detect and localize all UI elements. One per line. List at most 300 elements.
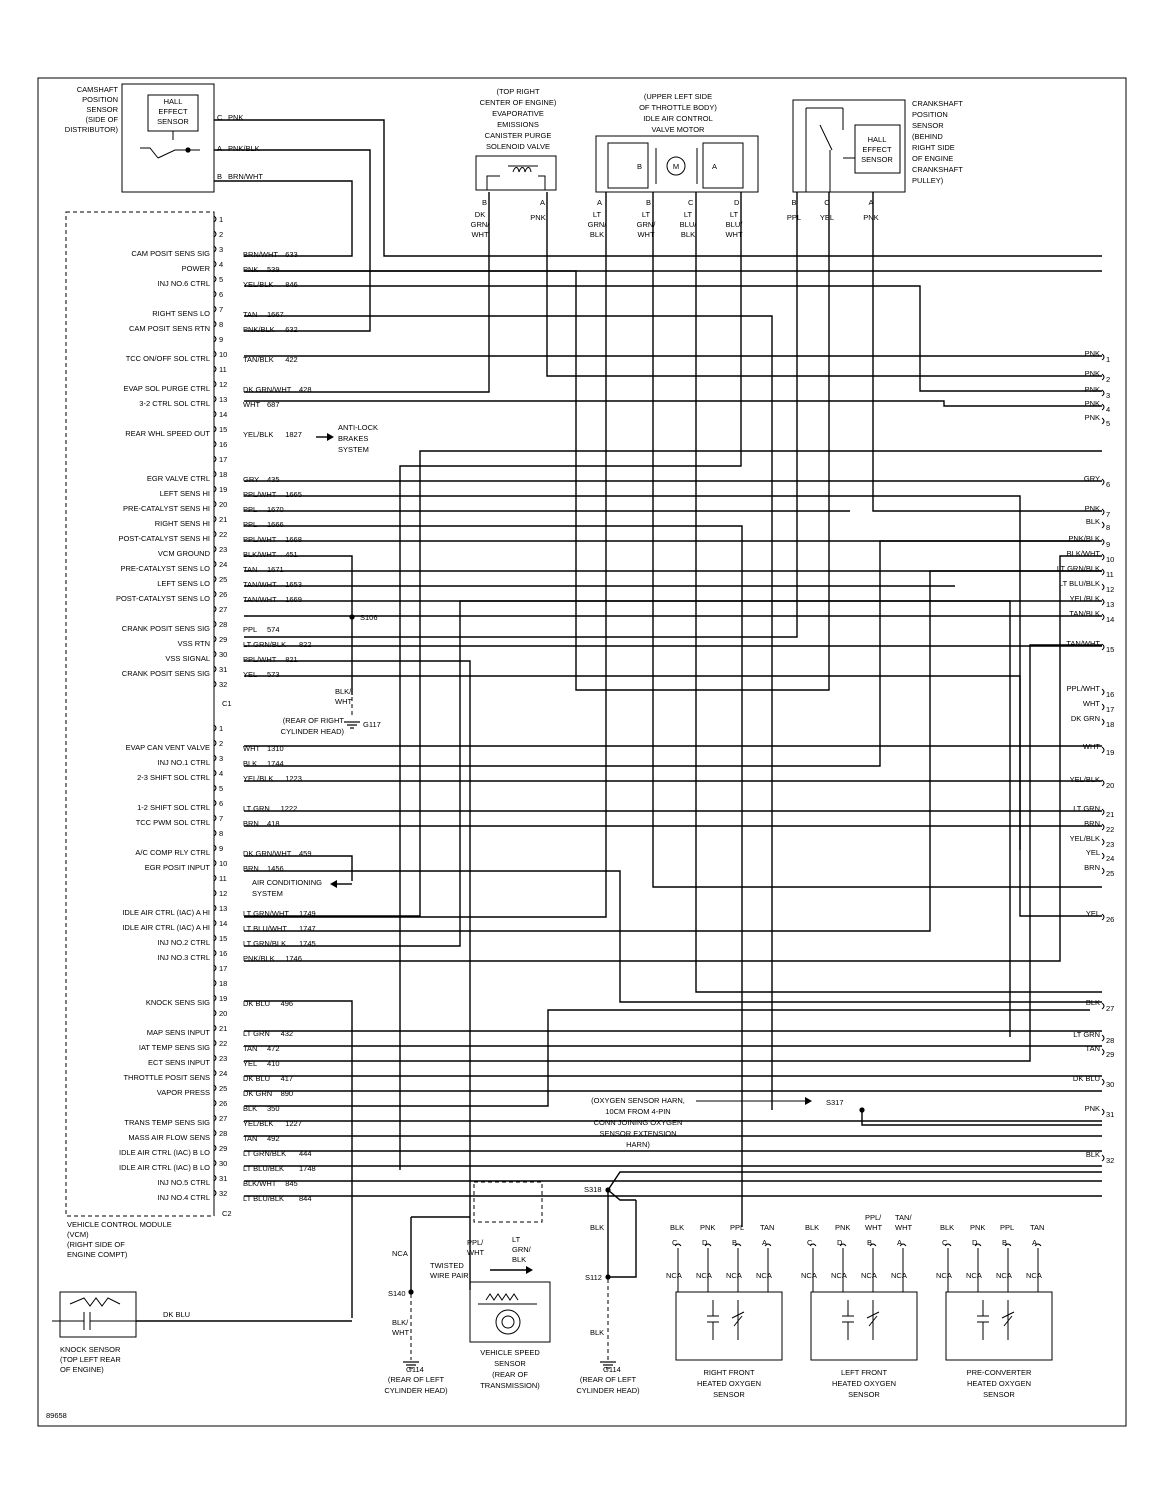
twisted-pair-label: WIRE PAIR (430, 1271, 469, 1280)
wire-7 (653, 192, 1102, 887)
vcm-pin-name: EVAP CAN VENT VALVE (125, 743, 210, 752)
splice-label: S140 (388, 1289, 406, 1298)
pin-cup (1102, 780, 1104, 786)
crankshaft-label: OF ENGINE (912, 154, 954, 163)
vss-label: SENSOR (494, 1359, 526, 1368)
right-connector-pin-number: 3 (1106, 391, 1111, 400)
splice-s140 (408, 1289, 413, 1294)
vcm-circuit-number: 1310 (267, 744, 284, 753)
vcm-pin-number: 16 (219, 949, 228, 958)
pin-letter: A (597, 198, 603, 207)
vcm-pin-number: 28 (219, 1129, 228, 1138)
vcm-wire-color: PNK (243, 265, 259, 274)
vcm-pin-number: 24 (219, 1069, 228, 1078)
wire-color: LT (683, 210, 693, 219)
wire-32 (244, 541, 1102, 766)
right-connector-pin-number: 24 (1106, 854, 1115, 863)
nca-label: NCA (831, 1271, 847, 1280)
vcm-wire-color: TAN (243, 1134, 258, 1143)
vcm-pin-number: 25 (219, 575, 228, 584)
vcm-pin-name: INJ NO.3 CTRL (157, 953, 210, 962)
vcm-wire-color: WHT (243, 400, 261, 409)
wire-color: BLK (670, 1223, 685, 1232)
vcm-pin-name: IDLE AIR CTRL (IAC) B LO (119, 1163, 210, 1172)
vcm-wire-color: BLK/WHT (243, 1179, 277, 1188)
vcm-circuit-number: 846 (285, 280, 298, 289)
hall-effect-label: SENSOR (861, 155, 893, 164)
vcm-pin-number: 12 (219, 380, 228, 389)
pin-letter: B (732, 1238, 738, 1247)
vcm-pin-number: 6 (219, 290, 224, 299)
vss-rotor-icon (502, 1316, 514, 1328)
right-connector-wire-color: YEL/BLK (1069, 594, 1100, 603)
vcm-circuit-number: 1666 (267, 520, 284, 529)
vcm-circuit-number: 1222 (280, 804, 298, 813)
vcm-pin-name: IDLE AIR CTRL (IAC) B LO (119, 1148, 210, 1157)
hall-effect-label: SENSOR (157, 117, 189, 126)
evap-label: CENTER OF ENGINE) (479, 98, 557, 107)
right-connector-wire-color: BLK (1085, 517, 1100, 526)
pin-cup (1102, 704, 1104, 710)
vcm-pin-name: KNOCK SENS SIG (145, 998, 210, 1007)
vcm-wire-color: PPL (243, 520, 258, 529)
vcm-pin-number: 16 (219, 440, 228, 449)
vcm-wire-color: PPL/WHT (243, 655, 277, 664)
twist-arrow-icon (526, 1266, 533, 1274)
vcm-wire-color: YEL/BLK (243, 430, 274, 439)
pin-letter: A (762, 1238, 768, 1247)
ground-location: (REAR OF LEFT (387, 1375, 445, 1384)
sensor-element-icon (1002, 1300, 1014, 1340)
vcm-wire-color: TAN (243, 565, 258, 574)
sensor-element-icon (867, 1300, 879, 1340)
vcm-wire-color: LT GRN/BLK (243, 939, 287, 948)
vcm-wire-color: DK BLU (243, 999, 271, 1008)
evap-label: (TOP RIGHT (496, 87, 540, 96)
wire-s112 (608, 1200, 636, 1277)
vcm-pin-number: 19 (219, 485, 228, 494)
vcm-pin-number: 21 (219, 1024, 228, 1033)
camshaft-label: CAMSHAFT (76, 85, 118, 94)
vcm-pin-number: 3 (219, 245, 224, 254)
vcm-wire-color: BLK (243, 1104, 258, 1113)
pin-letter: D (837, 1238, 843, 1247)
pin-letter: A (897, 1238, 903, 1247)
wire-40 (244, 601, 1102, 946)
camshaft-label: DISTRIBUTOR) (64, 125, 118, 134)
vcm-pin-name: ECT SENS INPUT (148, 1058, 210, 1067)
pin-letter: B (482, 198, 488, 207)
oxygen-sensor-label: SENSOR (713, 1390, 745, 1399)
right-connector-pin-number: 20 (1106, 781, 1115, 790)
pin-letter: C (824, 198, 830, 207)
pin-cup (1102, 719, 1104, 725)
vcm-pin-number: 3 (219, 754, 224, 763)
pin-cup (1102, 824, 1104, 830)
connector-c2-label: C2 (222, 1209, 232, 1218)
vcm-pin-name: VSS RTN (177, 639, 210, 648)
vcm-pin-number: 25 (219, 1084, 228, 1093)
right-connector-pin-number: 23 (1106, 840, 1115, 849)
evap-label: SOLENOID VALVE (486, 142, 550, 151)
oxygen-sensor-label: SENSOR (848, 1390, 880, 1399)
right-connector-wire-color: BLK/WHT (1066, 549, 1100, 558)
vcm-label: (VCM) (67, 1230, 89, 1239)
pin-cup (1102, 418, 1104, 424)
right-connector-wire-color: PNK (1084, 1104, 1100, 1113)
vcm-pin-number: 15 (219, 934, 228, 943)
vcm-circuit-number: 821 (285, 655, 298, 664)
oxygen-sensor-label: SENSOR (983, 1390, 1015, 1399)
pin-cup (1102, 868, 1104, 874)
ac-label: SYSTEM (252, 889, 283, 898)
nca-label: NCA (1026, 1271, 1042, 1280)
vcm-pin-number: 20 (219, 1009, 228, 1018)
vcm-wire-color: BLK (243, 759, 258, 768)
right-connector-wire-color: LT BLU/BLK (1059, 579, 1100, 588)
wire-color: PPL (1000, 1223, 1015, 1232)
nca-label: NCA (726, 1271, 742, 1280)
vcm-pin-number: 24 (219, 560, 228, 569)
wire-color: BLK/ (335, 687, 352, 696)
pin-cup (1102, 374, 1104, 380)
right-connector-wire-color: TAN (1085, 1044, 1100, 1053)
nca-label: NCA (666, 1271, 682, 1280)
right-connector-pin-number: 10 (1106, 555, 1115, 564)
wire-color: WHT (865, 1223, 883, 1232)
vcm-pin-name: EGR POSIT INPUT (144, 863, 210, 872)
vcm-pin-name: POWER (181, 264, 210, 273)
right-connector-pin-number: 29 (1106, 1050, 1115, 1059)
ground-location: (REAR OF RIGHT (282, 716, 344, 725)
nca-label: NCA (936, 1271, 952, 1280)
wire-color: TAN (1030, 1223, 1045, 1232)
vcm-pin-name: INJ NO.6 CTRL (157, 279, 210, 288)
evap-label: EMISSIONS (497, 120, 539, 129)
vcm-pin-name: LEFT SENS LO (157, 579, 210, 588)
vcm-circuit-number: 845 (285, 1179, 298, 1188)
wire-color: BLK (590, 1223, 605, 1232)
wire-37 (244, 871, 1102, 1002)
vcm-pin-name: IDLE AIR CTRL (IAC) A HI (122, 908, 210, 917)
right-connector-wire-color: YEL/BLK (1069, 834, 1100, 843)
pin-cup (1102, 1079, 1104, 1085)
camshaft-label: SENSOR (86, 105, 118, 114)
vss-coil (478, 1294, 537, 1304)
wire-color: BLK (805, 1223, 820, 1232)
pin-letter: D (702, 1238, 708, 1247)
vcm-pin-name: 3-2 CTRL SOL CTRL (139, 399, 210, 408)
vcm-pin-name: TCC PWM SOL CTRL (135, 818, 210, 827)
pin-cup (1102, 554, 1104, 560)
vcm-wire-color: BLK/WHT (243, 550, 277, 559)
vcm-circuit-number: 350 (267, 1104, 280, 1113)
vcm-pin-number: 4 (219, 260, 224, 269)
pin-cup (1102, 522, 1104, 528)
vcm-pin-name: 1-2 SHIFT SOL CTRL (137, 803, 210, 812)
pin-letter: D (734, 198, 740, 207)
vcm-wire-color: LT BLU/BLK (243, 1194, 284, 1203)
right-connector-wire-color: GRY (1083, 474, 1100, 483)
vcm-circuit-number: 539 (267, 265, 280, 274)
pin-letter: A (540, 198, 546, 207)
vcm-pin-name: POST-CATALYST SENS LO (115, 594, 210, 603)
right-connector-pin-number: 13 (1106, 600, 1115, 609)
vcm-pin-name: VCM GROUND (157, 549, 210, 558)
knock-sensor-box (60, 1292, 136, 1337)
abs-label: ANTI-LOCK (338, 423, 379, 432)
vcm-pin-name: INJ NO.5 CTRL (157, 1178, 210, 1187)
wire-color: WHT (467, 1248, 485, 1257)
oxygen-harness-label: HARN) (626, 1140, 650, 1149)
vcm-circuit-number: 1670 (267, 505, 284, 514)
hall-effect-label: HALL (867, 135, 887, 144)
right-connector-wire-color: DK GRN (1070, 714, 1100, 723)
right-connector-wire-color: WHT (1082, 699, 1100, 708)
right-connector-wire-color: BRN (1084, 819, 1100, 828)
pin-letter: B (646, 198, 652, 207)
vcm-wire-color: LT GRN/BLK (243, 1149, 287, 1158)
vcm-circuit-number: 1227 (285, 1119, 302, 1128)
vcm-label: ENGINE COMPT) (67, 1250, 128, 1259)
wire-color: DK (474, 210, 486, 219)
right-connector-wire-color: TAN/WHT (1066, 639, 1100, 648)
pin-cup (1102, 404, 1104, 410)
right-connector-wire-color: PNK (1084, 369, 1100, 378)
nca-label: NCA (966, 1271, 982, 1280)
vcm-pin-number: 22 (219, 530, 228, 539)
vcm-pin-number: 26 (219, 590, 228, 599)
iac-label: VALVE MOTOR (651, 125, 705, 134)
harn-arrow-icon (805, 1097, 812, 1105)
vcm-wire-color: YEL (243, 1059, 258, 1068)
vcm-pin-number: 10 (219, 859, 228, 868)
vcm-pin-number: 19 (219, 994, 228, 1003)
right-connector-pin-number: 15 (1106, 645, 1115, 654)
wire-color: PPL/ (467, 1238, 484, 1247)
vcm-pin-number: 7 (219, 814, 224, 823)
right-connector-pin-number: 27 (1106, 1004, 1115, 1013)
vcm-circuit-number: 1749 (299, 909, 316, 918)
oxygen-harness-label: CONN JOINING OXYGEN (593, 1118, 683, 1127)
vcm-pin-number: 14 (219, 410, 228, 419)
wire-4 (244, 192, 489, 392)
wire-color: GRN/ (512, 1245, 531, 1254)
pin-cup (1102, 390, 1104, 396)
vcm-pin-number: 31 (219, 665, 228, 674)
vcm-pin-number: 6 (219, 799, 224, 808)
vcm-pin-number: 10 (219, 350, 228, 359)
vcm-circuit-number: 418 (267, 819, 280, 828)
pin-cup (1102, 839, 1104, 845)
crankshaft-label: POSITION (912, 110, 948, 119)
vcm-pin-number: 23 (219, 1054, 228, 1063)
vcm-wire-color: LT GRN/BLK (243, 640, 287, 649)
vss-rotor-icon (496, 1310, 520, 1334)
nca-label: NCA (801, 1271, 817, 1280)
right-connector-pin-number: 1 (1106, 355, 1111, 364)
vcm-pin-number: 32 (219, 1189, 228, 1198)
vcm-wire-color: TAN (243, 310, 258, 319)
vcm-pin-number: 30 (219, 650, 228, 659)
vcm-pin-number: 26 (219, 1099, 228, 1108)
pin-letter: A (217, 144, 223, 153)
vcm-wire-color: LT BLU/BLK (243, 1164, 284, 1173)
right-connector-wire-color: WHT (1082, 742, 1100, 751)
vcm-circuit-number: 1746 (285, 954, 302, 963)
pin-letter: B (1002, 1238, 1008, 1247)
pin-letter: D (972, 1238, 978, 1247)
vcm-pin-number: 29 (219, 635, 228, 644)
right-connector-wire-color: PNK (1084, 399, 1100, 408)
wire-9 (400, 192, 741, 1170)
vcm-circuit-number: 574 (267, 625, 280, 634)
vcm-pin-number: 27 (219, 1114, 228, 1123)
knock-label: OF ENGINE) (60, 1365, 104, 1374)
pin-letter: B (791, 198, 797, 207)
wire-19 (244, 496, 1020, 850)
right-connector-pin-number: 5 (1106, 419, 1111, 428)
vcm-pin-name: PRE-CATALYST SENS LO (120, 564, 210, 573)
figure-id: 89658 (46, 1411, 67, 1420)
iac-label: (UPPER LEFT SIDE (643, 92, 713, 101)
vcm-pin-name: VAPOR PRESS (156, 1088, 210, 1097)
knock-sensor-icon (52, 1298, 136, 1330)
wire-color: PNK (700, 1223, 716, 1232)
vcm-pin-number: 20 (219, 500, 228, 509)
vcm-pin-name: LEFT SENS HI (159, 489, 210, 498)
vcm-pin-number: 7 (219, 305, 224, 314)
wire-color: GRN/ (587, 220, 607, 229)
evap-label: EVAPORATIVE (492, 109, 544, 118)
wire-color: PNK (970, 1223, 986, 1232)
right-connector-pin-number: 16 (1106, 690, 1115, 699)
wire-color: WHT (392, 1328, 410, 1337)
wire-color: PNK (530, 213, 546, 222)
vcm-pin-name: CAM POSIT SENS RTN (129, 324, 210, 333)
right-connector-pin-number: 18 (1106, 720, 1115, 729)
vss-label: (REAR OF (492, 1370, 528, 1379)
vcm-circuit-number: 422 (285, 355, 298, 364)
vcm-pin-name: MAP SENS INPUT (146, 1028, 210, 1037)
nca-label: NCA (392, 1249, 408, 1258)
pin-cup (1102, 539, 1104, 545)
heater-icon (977, 1300, 989, 1340)
vcm-pin-name: CAM POSIT SENS SIG (131, 249, 210, 258)
splice-label: S317 (826, 1098, 844, 1107)
sensor-element-icon (732, 1300, 744, 1340)
vcm-circuit-number: 632 (285, 325, 298, 334)
pin-letter: C (672, 1238, 678, 1247)
evap-coil (487, 166, 545, 190)
pin-cup (1102, 569, 1104, 575)
vcm-pin-name: A/C COMP RLY CTRL (135, 848, 210, 857)
wire-color: PNK/BLK (228, 144, 260, 153)
pin-cup (1102, 644, 1104, 650)
vcm-pin-number: 27 (219, 605, 228, 614)
connector-c1-label: C1 (222, 699, 232, 708)
vcm-circuit-number: 633 (285, 250, 298, 259)
right-connector-pin-number: 7 (1106, 510, 1111, 519)
right-connector-wire-color: PNK (1084, 385, 1100, 394)
vcm-wire-color: YEL/BLK (243, 280, 274, 289)
vcm-circuit-number: 844 (299, 1194, 312, 1203)
vcm-pin-number: 23 (219, 545, 228, 554)
vcm-pin-number: 31 (219, 1174, 228, 1183)
right-connector-wire-color: PPL/WHT (1066, 684, 1100, 693)
vcm-wire-color: YEL (243, 670, 258, 679)
wire-26 (244, 601, 1010, 1037)
wire-color: BLK (940, 1223, 955, 1232)
vcm-wire-color: TAN (243, 1044, 258, 1053)
vss-box (470, 1282, 550, 1342)
vcm-wire-color: WHT (243, 744, 261, 753)
vcm-pin-number: 30 (219, 1159, 228, 1168)
right-connector-pin-number: 26 (1106, 915, 1115, 924)
iac-label: OF THROTTLE BODY) (639, 103, 717, 112)
vcm-pin-number: 29 (219, 1144, 228, 1153)
vcm-pin-name: POST-CATALYST SENS HI (118, 534, 210, 543)
ground-location: CYLINDER HEAD) (280, 727, 344, 736)
pin-letter: B (217, 172, 223, 181)
vcm-pin-name: CRANK POSIT SENS SIG (121, 624, 210, 633)
heater-icon (707, 1300, 719, 1340)
right-connector-wire-color: PNK/BLK (1068, 534, 1100, 543)
right-connector-pin-number: 22 (1106, 825, 1115, 834)
vcm-label: (RIGHT SIDE OF (67, 1240, 125, 1249)
vcm-circuit-number: 435 (267, 475, 280, 484)
vcm-pin-number: 28 (219, 620, 228, 629)
vcm-pin-name: EGR VALVE CTRL (146, 474, 210, 483)
crankshaft-label: CRANKSHAFT (912, 165, 963, 174)
crankshaft-label: CRANKSHAFT (912, 99, 963, 108)
nca-label: NCA (861, 1271, 877, 1280)
vcm-circuit-number: 1744 (267, 759, 284, 768)
vcm-pin-name: IDLE AIR CTRL (IAC) A HI (122, 923, 210, 932)
right-connector-wire-color: BLK (1085, 998, 1100, 1007)
wire-color: PPL/ (865, 1213, 882, 1222)
oxygen-sensor-label: HEATED OXYGEN (831, 1379, 897, 1388)
vcm-pin-number: 18 (219, 979, 228, 988)
iac-label: IDLE AIR CONTROL (643, 114, 713, 123)
right-connector-wire-color: BLK (1085, 1150, 1100, 1159)
wire-10 (244, 192, 797, 637)
wire-color: PPL (786, 213, 802, 222)
vcm-wire-color: YEL/BLK (243, 774, 274, 783)
vcm-pin-name: RIGHT SENS HI (154, 519, 210, 528)
pin-cup (1102, 1035, 1104, 1041)
vcm-circuit-number: 451 (285, 550, 298, 559)
vcm-pin-number: 12 (219, 889, 228, 898)
vcm-wire-color: LT GRN (243, 804, 270, 813)
wire-45 (244, 645, 1102, 1061)
vcm-circuit-number: 428 (299, 385, 312, 394)
vcm-pin-name: RIGHT SENS LO (152, 309, 210, 318)
vcm-circuit-number: 432 (280, 1029, 294, 1038)
motor-label: M (672, 162, 680, 171)
vcm-pin-number: 32 (219, 680, 228, 689)
crankshaft-label: RIGHT SIDE (912, 143, 955, 152)
vcm-pin-number: 13 (219, 904, 228, 913)
vcm-circuit-number: 890 (280, 1089, 294, 1098)
vcm-circuit-number: 1748 (299, 1164, 316, 1173)
vcm-pin-number: 18 (219, 470, 228, 479)
wire-color: LT (592, 210, 602, 219)
ground-location: CYLINDER HEAD) (384, 1386, 448, 1395)
abs-label: BRAKES (338, 434, 369, 443)
vcm-pin-number: 2 (219, 739, 224, 748)
vcm-label: VEHICLE CONTROL MODULE (67, 1220, 172, 1229)
